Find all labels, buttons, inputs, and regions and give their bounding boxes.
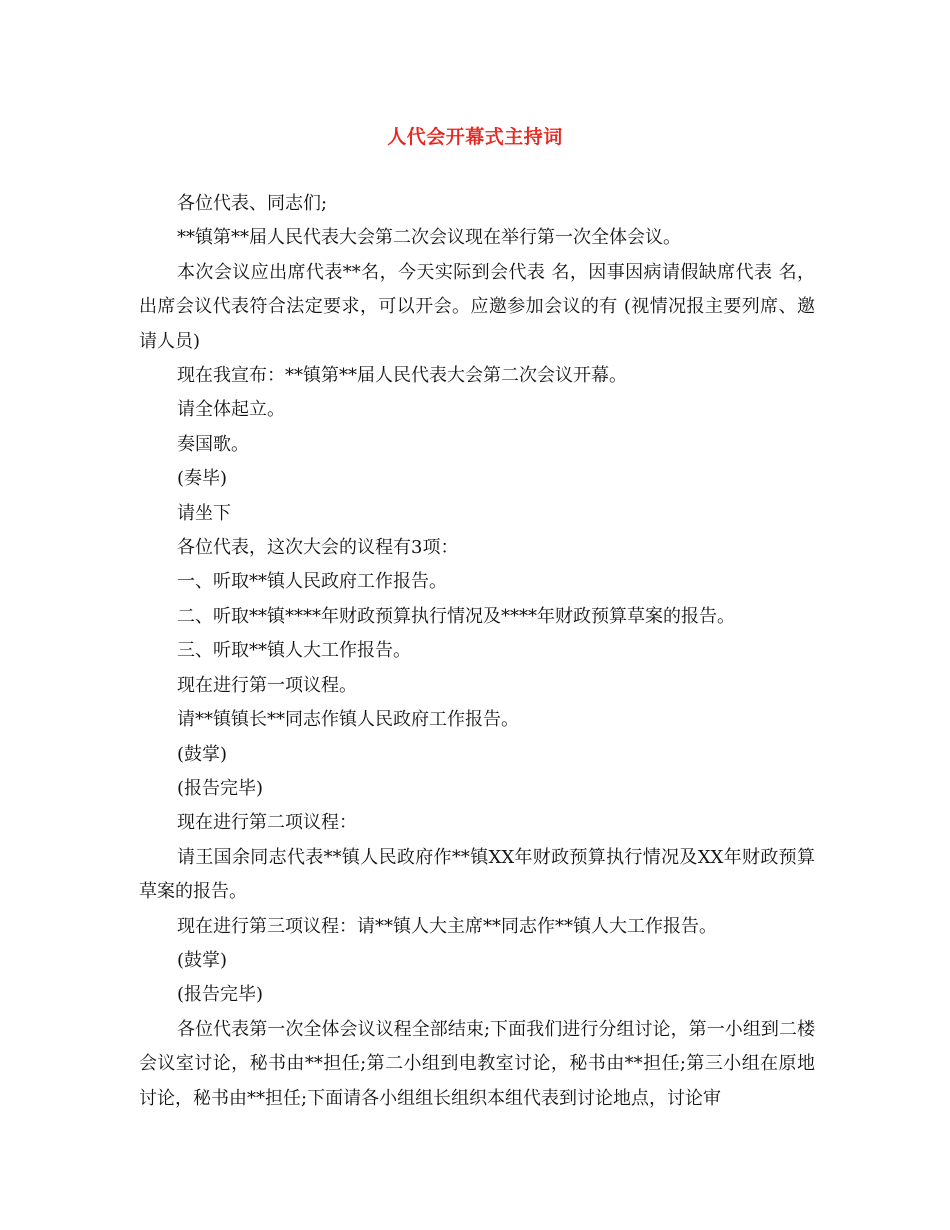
paragraph: 各位代表，这次大会的议程有3项： (177, 537, 459, 559)
paragraph: 各位代表第一次全体会议议程全部结束;下面我们进行分组讨论，第一小组到二楼会议室讨论，秘书由**担任;第二小组到电教室讨论，秘书由**担任;第三小组在原地讨论，秘书由**担任;下面请各小组组长组织本组代表到讨论地点，讨论审 (139, 1018, 815, 1109)
paragraph: (奏毕) (177, 468, 228, 490)
agenda-item-1: 一、听取**镇人民政府工作报告。 (177, 571, 447, 593)
document-title: 人代会开幕式主持词 (387, 126, 563, 148)
paragraph: 现在进行第三项议程：请**镇人大主席**同志作**镇人大工作报告。 (177, 915, 717, 937)
paragraph: (鼓掌) (177, 949, 228, 971)
paragraph: 请王国余同志代表**镇人民政府作**镇XX年财政预算执行情况及XX年财政预算草案的报告。 (139, 846, 815, 903)
paragraph: 现在我宣布：**镇第**届人民代表大会第二次会议开幕。 (177, 365, 627, 387)
paragraph: 请**镇镇长**同志作镇人民政府工作报告。 (177, 709, 519, 731)
paragraph: 奏国歌。 (177, 433, 249, 455)
paragraph: 现在进行第二项议程： (177, 812, 357, 834)
paragraph: 各位代表、同志们; (177, 193, 328, 214)
paragraph: 请坐下 (177, 502, 231, 524)
agenda-item-3: 三、听取**镇人大工作报告。 (177, 640, 411, 662)
paragraph: 现在进行第一项议程。 (177, 674, 357, 696)
paragraph: (报告完毕) (177, 777, 264, 799)
paragraph: **镇第**届人民代表大会第二次会议现在举行第一次全体会议。 (177, 227, 681, 249)
paragraph: 请全体起立。 (177, 399, 285, 421)
paragraph: (报告完毕) (177, 984, 264, 1006)
agenda-item-2: 二、听取**镇****年财政预算执行情况及****年财政预算草案的报告。 (177, 605, 735, 627)
paragraph: 本次会议应出席代表**名，今天实际到会代表 名，因事因病请假缺席代表 名，出席会议代表符合法定要求，可以开会。应邀参加会议的有 (视情况报主要列席、邀请人员) (139, 261, 815, 352)
document-body (139, 187, 815, 1116)
paragraph: (鼓掌) (177, 743, 228, 765)
